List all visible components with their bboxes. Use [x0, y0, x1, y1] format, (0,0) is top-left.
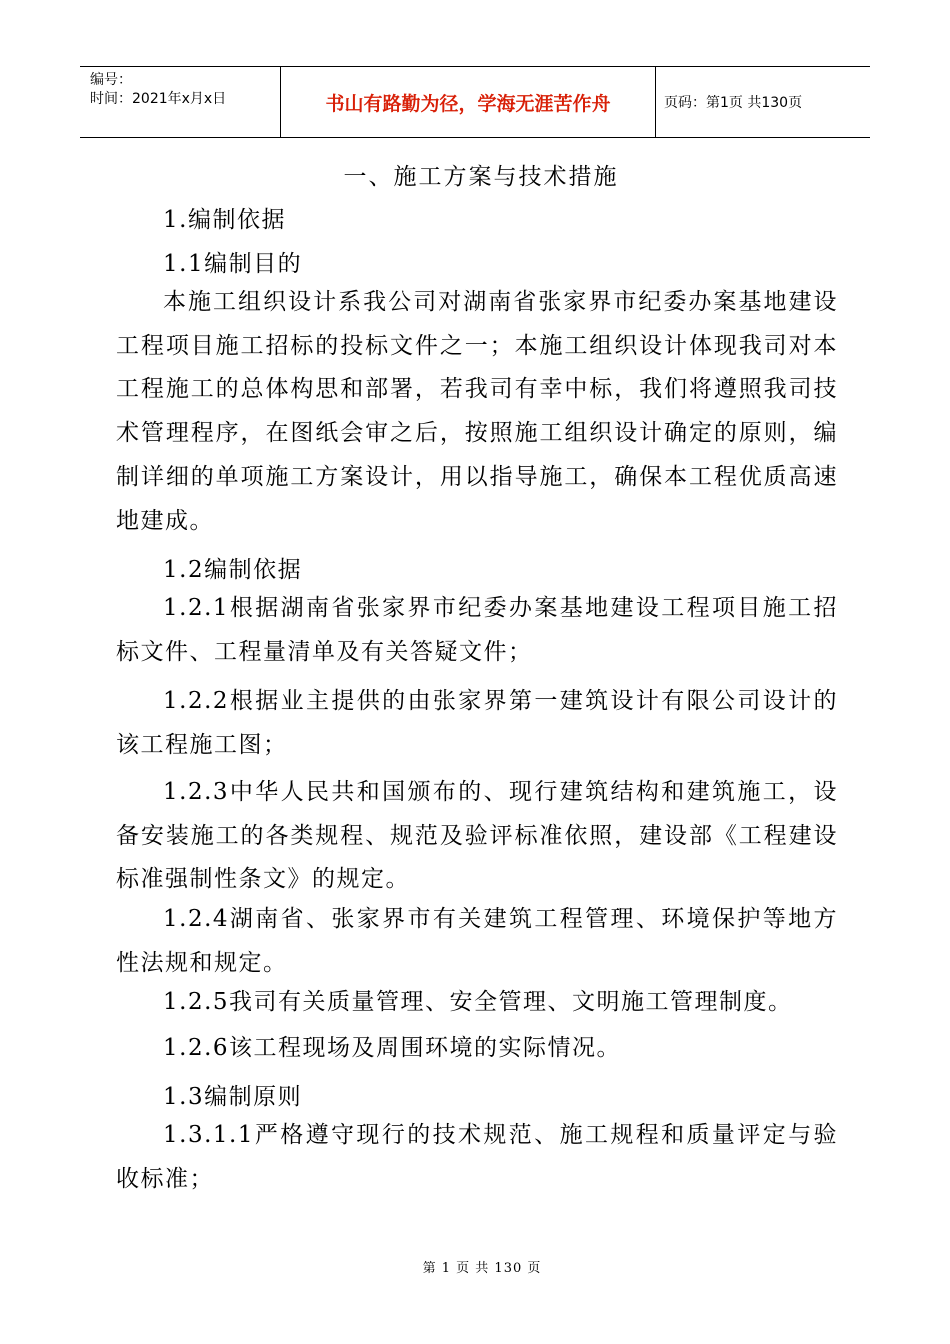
paragraph-1-2-3: 1.2.3中华人民共和国颁布的、现行建筑结构和建筑施工，设备安装施工的各类规程、规范及验评标准依照，建设部《工程建设标准强制性条文》的规定。	[116, 779, 838, 893]
header-motto: 书山有路勤为径，学海无涯苦作舟	[281, 67, 656, 137]
paragraph-purpose: 本施工组织设计系我公司对湖南省张家界市纪委办案基地建设工程项目施工招标的投标文件之一；本施工组织设计体现我司对本工程施工的总体构思和部署，若我司有幸中标，我们将遵照我司技术管理程序，在图纸会审之后，按照施工组织设计确定的原则，编制详细的单项施工方案设计，用以指导施工，确保本工程优质高速地建成。	[116, 289, 838, 534]
page-footer: 第 1 页 共 130 页	[422, 1261, 542, 1276]
paragraph-1-2-2: 1.2.2根据业主提供的由张家界第一建筑设计有限公司设计的该工程施工图；	[116, 688, 838, 758]
section-heading-1-2: 1.2编制依据	[163, 557, 303, 583]
paragraph-1-2-4: 1.2.4湖南省、张家界市有关建筑工程管理、环境保护等地方性法规和规定。	[116, 906, 838, 976]
paragraph-1-2-5: 1.2.5我司有关质量管理、安全管理、文明施工管理制度。	[163, 989, 793, 1015]
section-heading-1-1: 1.1编制目的	[163, 251, 303, 277]
header-table	[80, 66, 870, 138]
date-label: 时间：2021年x月x日	[90, 91, 227, 107]
paragraph-1-2-6: 1.2.6该工程现场及周围环境的实际情况。	[163, 1035, 622, 1061]
header-meta	[80, 67, 281, 137]
section-heading-1-3: 1.3编制原则	[163, 1084, 303, 1110]
number-label: 编号：	[90, 72, 132, 88]
section-heading-1: 1.编制依据	[163, 207, 286, 233]
document-title: 一、施工方案与技术措施	[343, 164, 619, 190]
paragraph-1-2-1: 1.2.1根据湖南省张家界市纪委办案基地建设工程项目施工招标文件、工程量清单及有关答疑文件；	[116, 595, 838, 665]
header-page-info: 页码：第1页 共130页	[664, 95, 803, 111]
paragraph-1-3-1-1: 1.3.1.1严格遵守现行的技术规范、施工规程和质量评定与验收标准；	[116, 1122, 838, 1192]
